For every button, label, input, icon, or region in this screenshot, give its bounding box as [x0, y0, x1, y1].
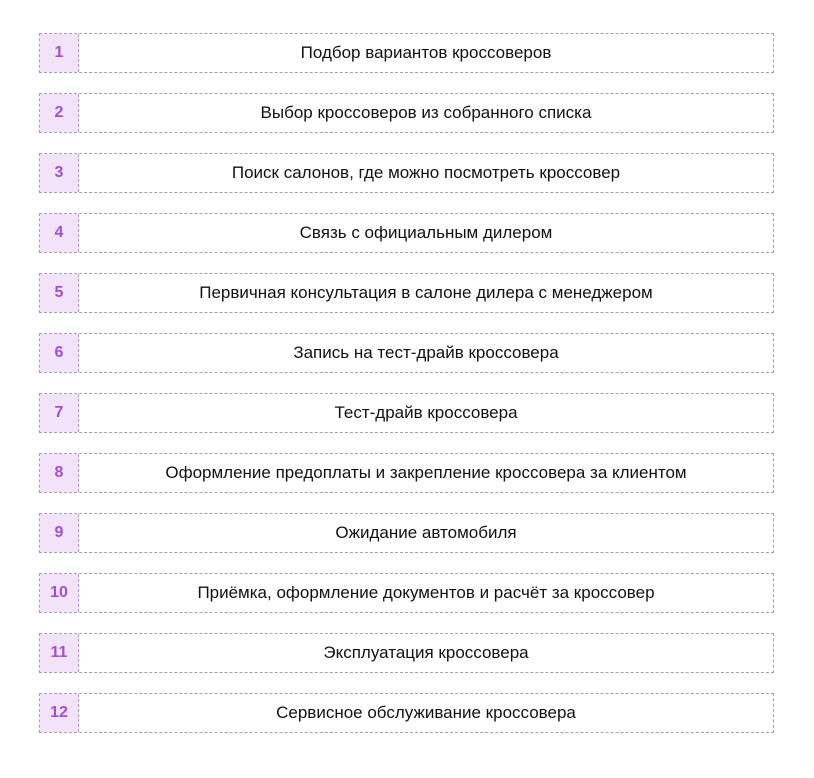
step-number: 5 — [40, 274, 79, 312]
step-number: 8 — [40, 454, 79, 492]
step-number: 9 — [40, 514, 79, 552]
step-row-2 — [39, 93, 774, 133]
step-label: Подбор вариантов кроссоверов — [300, 43, 552, 62]
step-number: 2 — [40, 94, 79, 132]
step-label: Запись на тест-драйв кроссовера — [293, 343, 559, 362]
step-number: 12 — [40, 694, 79, 732]
step-list — [39, 33, 774, 753]
step-number: 1 — [40, 34, 79, 72]
step-label: Оформление предоплаты и закрепление кроссовера за клиентом — [165, 463, 687, 482]
step-number: 6 — [40, 334, 79, 372]
step-row-11 — [39, 633, 774, 673]
step-row-8 — [39, 453, 774, 493]
step-row-10 — [39, 573, 774, 613]
step-label: Связь с официальным дилером — [299, 223, 553, 242]
step-row-6 — [39, 333, 774, 373]
step-label: Выбор кроссоверов из собранного списка — [260, 103, 592, 122]
step-row-3 — [39, 153, 774, 193]
step-row-12 — [39, 693, 774, 733]
step-row-7 — [39, 393, 774, 433]
step-label: Приёмка, оформление документов и расчёт за кроссовер — [197, 583, 655, 602]
step-label: Сервисное обслуживание кроссовера — [276, 703, 576, 722]
step-row-9 — [39, 513, 774, 553]
step-number: 11 — [40, 634, 79, 672]
step-label: Тест-драйв кроссовера — [334, 403, 518, 422]
step-label: Первичная консультация в салоне дилера с менеджером — [199, 283, 653, 302]
step-number: 10 — [40, 574, 79, 612]
step-label: Ожидание автомобиля — [335, 523, 517, 542]
step-number: 3 — [40, 154, 79, 192]
step-label: Эксплуатация кроссовера — [323, 643, 529, 662]
step-number: 7 — [40, 394, 79, 432]
step-number: 4 — [40, 214, 79, 252]
step-row-4 — [39, 213, 774, 253]
step-label: Поиск салонов, где можно посмотреть кроссовер — [231, 163, 621, 182]
step-row-1 — [39, 33, 774, 73]
step-row-5 — [39, 273, 774, 313]
